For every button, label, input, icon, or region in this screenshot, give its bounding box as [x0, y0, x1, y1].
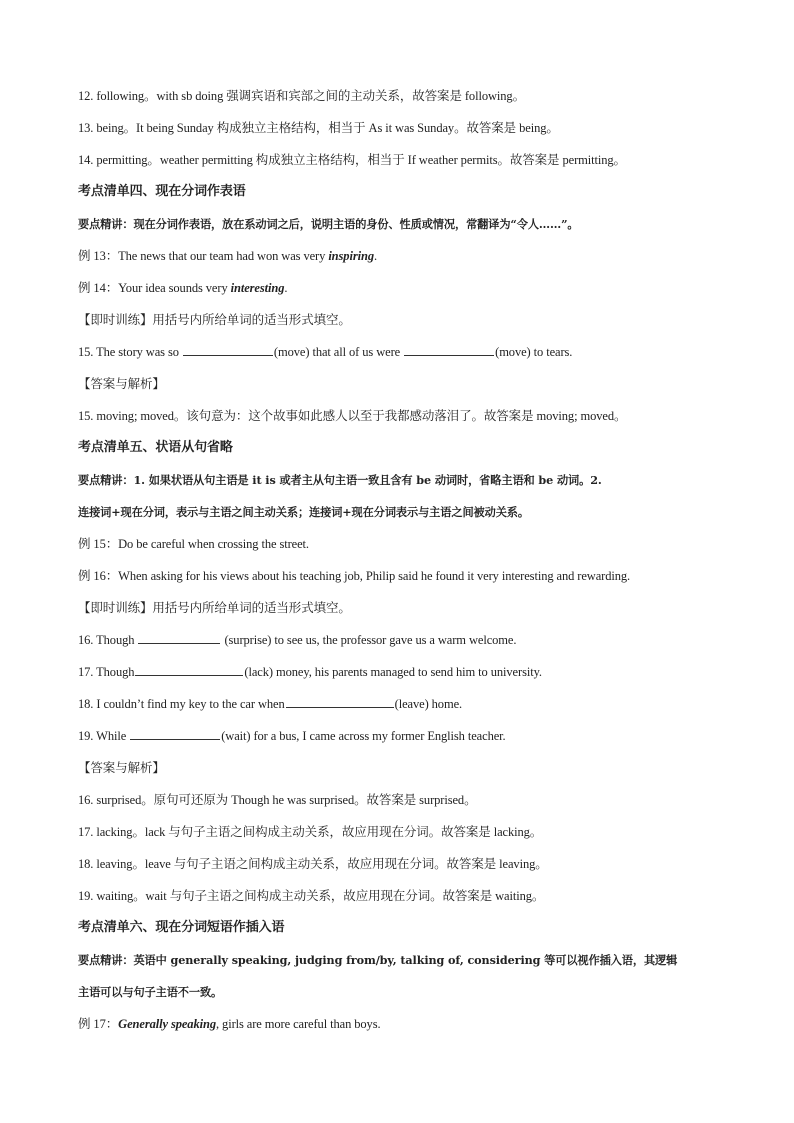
answer-13: 13. being。It being Sunday 构成独立主格结构，相当于 As it was Sunday。故答案是 being。 [78, 121, 559, 135]
question-17 [78, 663, 542, 681]
example-17-text: , girls are more careful than boys. [216, 1017, 381, 1031]
question-18 [78, 695, 462, 713]
answer-17: 17. lacking。lack 与句子主语之间构成主动关系，故应用现在分词。故答案是 lacking。 [78, 825, 543, 839]
example-13-text: 例 13：The news that our team had won was very [78, 249, 329, 263]
answer-15: 15. moving; moved。该句意为：这个故事如此感人以至于我都感动落泪了。故答案是 moving; moved。 [78, 409, 627, 423]
question-17-part-a: 17. Though [78, 665, 135, 679]
example-14-highlight: interesting [230, 281, 285, 295]
section-5-key-point-line-1: 要点精讲：1. 如果状语从句主语是 it is 或者主从句主语一致且含有 be 动词时，省略主语和 be 动词。2. [78, 473, 602, 487]
answer-16: 16. surprised。原句可还原为 Though he was surprised。故答案是 surprised。 [78, 793, 477, 807]
question-19-part-b: (wait) for a bus, I came across my former English teacher. [221, 729, 506, 743]
section-4-heading: 考点清单四、现在分词作表语 [78, 184, 246, 199]
question-18-part-a: 18. I couldn’t find my key to the car when [78, 697, 285, 711]
question-15-part-b: (move) that all of us were [273, 345, 404, 359]
section-6-heading: 考点清单六、现在分词短语作插入语 [78, 920, 285, 935]
question-18-part-b: (leave) home. [394, 697, 463, 711]
section-4-drill-label: 【即时训练】用括号内所给单词的适当形式填空。 [78, 313, 351, 327]
example-13-end: . [373, 249, 377, 263]
section-5-answer-heading: 【答案与解析】 [78, 761, 165, 775]
example-17-label: 例 17： [78, 1017, 119, 1031]
section-4-answer-heading: 【答案与解析】 [78, 377, 165, 391]
section-4-key-point: 要点精讲：现在分词作表语，放在系动词之后，说明主语的身份、性质或情况，常翻译为“令人……”。 [78, 217, 579, 231]
question-15-blank-2[interactable] [404, 343, 494, 356]
example-15: 例 15：Do be careful when crossing the street. [78, 537, 309, 551]
section-5-drill-label: 【即时训练】用括号内所给单词的适当形式填空。 [78, 601, 351, 615]
example-13 [78, 247, 377, 265]
question-18-blank[interactable] [286, 695, 394, 708]
example-17 [78, 1015, 381, 1033]
example-14-end: . [284, 281, 288, 295]
question-16 [78, 631, 516, 649]
example-14 [78, 279, 287, 297]
question-16-part-b: (surprise) to see us, the professor gave us a warm welcome. [221, 633, 517, 647]
example-17-highlight: Generally speaking [118, 1017, 216, 1031]
question-17-blank[interactable] [135, 663, 243, 676]
section-6-key-point-line-2: 主语可以与句子主语不一致。 [78, 985, 223, 999]
answer-19: 19. waiting。wait 与句子主语之间构成主动关系，故应用现在分词。故答案是 waiting。 [78, 889, 545, 903]
question-16-blank[interactable] [138, 631, 220, 644]
answer-18: 18. leaving。leave 与句子主语之间构成主动关系，故应用现在分词。故答案是 leaving。 [78, 857, 548, 871]
section-5-key-point-line-2: 连接词+现在分词，表示与主语之间主动关系；连接词+现在分词表示与主语之间被动关系。 [78, 505, 529, 519]
question-15-part-c: (move) to tears. [495, 345, 573, 359]
question-15 [78, 343, 572, 361]
section-6-key-point-line-1: 要点精讲：英语中 generally speaking, judging from/by, talking of, considering 等可以视作插入语，其逻辑 [78, 953, 678, 967]
section-5-heading: 考点清单五、状语从句省略 [78, 440, 233, 455]
answer-14: 14. permitting。weather permitting 构成独立主格结构，相当于 If weather permits。故答案是 permitting。 [78, 153, 626, 167]
example-16: 例 16：When asking for his views about his teaching job, Philip said he found it very interesting and rewarding. [78, 569, 631, 583]
example-14-text: 例 14：Your idea sounds very [78, 281, 231, 295]
question-19 [78, 727, 506, 745]
question-15-blank-1[interactable] [183, 343, 273, 356]
question-19-part-a: 19. While [78, 729, 130, 743]
question-16-part-a: 16. Though [78, 633, 138, 647]
question-15-part-a: 15. The story was so [78, 345, 182, 359]
question-17-part-b: (lack) money, his parents managed to send him to university. [244, 665, 542, 679]
example-13-highlight: inspiring [328, 249, 374, 263]
question-19-blank[interactable] [130, 727, 220, 740]
answer-12: 12. following。with sb doing 强调宾语和宾部之间的主动关系，故答案是 following。 [78, 89, 525, 103]
